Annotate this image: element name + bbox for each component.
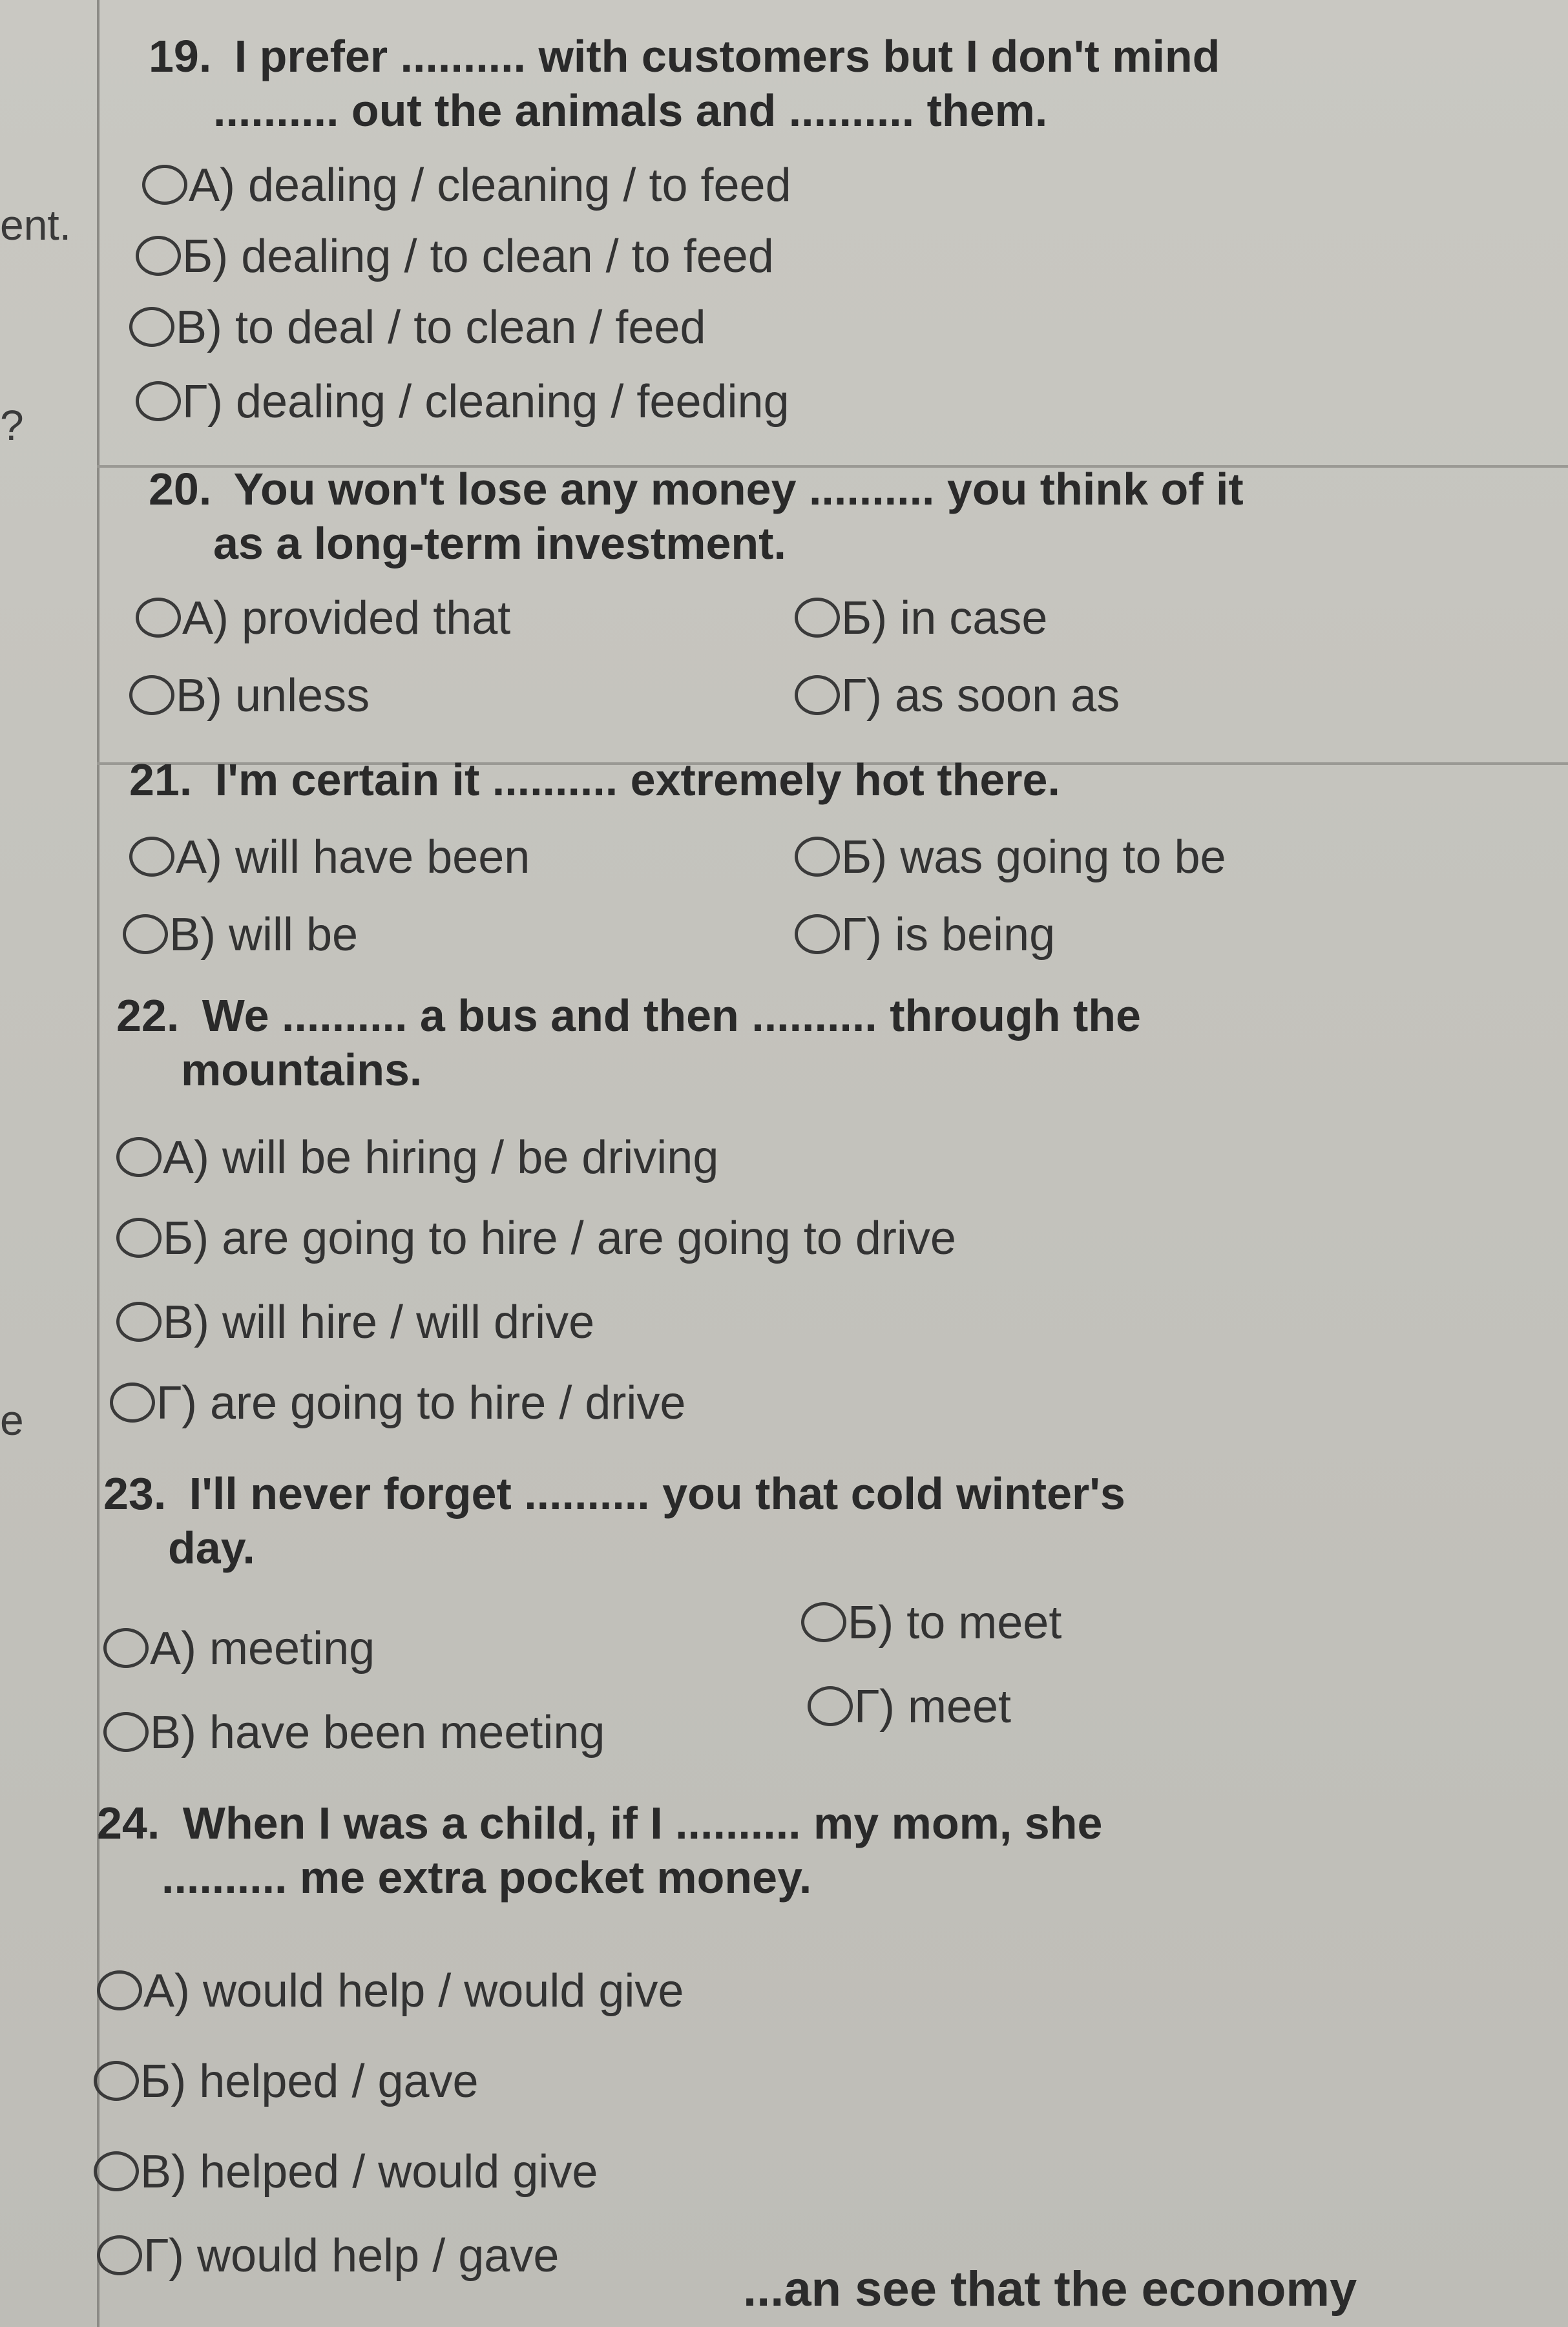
question-20 [149,462,1460,570]
question-number: 22. [116,990,180,1041]
question-24 [97,1796,1408,1904]
question-text: When I was a child, if I .......... my mom, she [182,1798,1103,1848]
option-label: A) dealing / cleaning / to feed [189,160,791,211]
option-label: A) would help / would give [143,1965,684,2017]
option-label: В) to deal / to clean / feed [176,302,706,353]
option-d[interactable] [795,669,1120,723]
option-a[interactable] [142,158,791,213]
option-c[interactable] [103,1706,605,1760]
radio-circle[interactable] [129,837,174,877]
question-23 [103,1466,1415,1575]
radio-circle[interactable] [129,307,174,347]
option-c[interactable] [123,908,358,962]
option-label: Г) as soon as [841,670,1120,722]
option-d[interactable] [808,1680,1011,1734]
radio-circle[interactable] [795,914,840,954]
option-label: В) will hire / will drive [163,1297,595,1348]
radio-circle[interactable] [110,1383,155,1423]
option-label: Г) dealing / cleaning / feeding [182,376,789,428]
question-text: You won't lose any money .......... you think of it [233,464,1244,514]
option-a[interactable] [97,1964,684,2018]
option-d[interactable] [110,1376,685,1430]
radio-circle[interactable] [94,2061,139,2101]
radio-circle[interactable] [795,675,840,715]
question-number: 24. [97,1798,160,1848]
option-label: Б) are going to hire / are going to drive [163,1213,956,1264]
question-text: I prefer .......... with customers but I don't mind [234,31,1220,81]
option-label: В) have been meeting [150,1707,605,1758]
radio-circle[interactable] [116,1137,162,1177]
option-a[interactable] [116,1131,718,1185]
option-c[interactable] [116,1295,594,1350]
option-b[interactable] [136,229,774,284]
option-label: В) unless [176,670,370,722]
radio-circle[interactable] [795,837,840,877]
option-label: Г) would help / gave [143,2230,559,2282]
question-number: 21. [129,755,193,805]
question-text: day. [168,1523,255,1573]
option-c[interactable] [94,2145,598,2199]
radio-circle[interactable] [123,914,168,954]
option-a[interactable] [136,591,510,645]
question-text: I'll never forget .......... you that cold winter's [189,1468,1125,1519]
margin-fragment: e [0,1396,24,1444]
radio-circle[interactable] [795,598,840,638]
option-label: Б) was going to be [841,831,1226,883]
question-text: We .......... a bus and then .......... through the [202,990,1141,1041]
radio-circle[interactable] [129,675,174,715]
cut-off-text: ...an see that the economy [743,2262,1357,2317]
radio-circle[interactable] [116,1302,162,1342]
radio-circle[interactable] [136,598,181,638]
question-text: I'm certain it .......... extremely hot there. [214,755,1060,805]
option-c[interactable] [129,300,706,355]
option-a[interactable] [103,1622,375,1676]
radio-circle[interactable] [94,2151,139,2191]
option-label: Б) dealing / to clean / to feed [182,231,774,282]
option-label: Б) to meet [848,1597,1062,1649]
option-label: Б) helped / gave [140,2056,479,2107]
question-number: 20. [149,464,212,514]
radio-circle[interactable] [103,1712,149,1752]
option-b[interactable] [795,591,1047,645]
option-label: A) meeting [150,1623,375,1675]
margin-fragment: ? [0,401,24,449]
radio-circle[interactable] [116,1218,162,1258]
option-a[interactable] [129,830,530,884]
option-label: В) will be [169,909,359,961]
option-label: В) helped / would give [140,2146,598,2198]
option-b[interactable] [801,1596,1061,1650]
question-22 [116,988,1428,1097]
option-label: A) provided that [182,592,511,644]
radio-circle[interactable] [808,1686,853,1726]
option-b[interactable] [94,2054,479,2109]
option-label: Г) are going to hire / drive [156,1377,686,1429]
question-21 [129,753,1441,807]
question-text: .......... me extra pocket money. [162,1852,812,1903]
radio-circle[interactable] [136,236,181,276]
question-number: 19. [149,31,212,81]
radio-circle[interactable] [136,381,181,421]
option-c[interactable] [129,669,370,723]
question-text: mountains. [181,1045,423,1095]
option-b[interactable] [116,1211,956,1266]
radio-circle[interactable] [142,165,187,205]
option-label: Б) in case [841,592,1048,644]
option-label: Г) meet [854,1681,1012,1733]
question-text: as a long-term investment. [213,518,786,569]
radio-circle[interactable] [97,2235,142,2275]
margin-fragment: ent. [0,201,72,249]
radio-circle[interactable] [801,1602,846,1642]
option-d[interactable] [97,2229,559,2283]
option-b[interactable] [795,830,1226,884]
question-text: .......... out the animals and .......... them. [213,85,1048,136]
question-19 [149,29,1460,138]
option-d[interactable] [136,375,789,429]
radio-circle[interactable] [97,1970,142,2010]
question-number: 23. [103,1468,167,1519]
option-label: A) will have been [176,831,530,883]
option-label: Г) is being [841,909,1056,961]
option-label: A) will be hiring / be driving [163,1132,719,1184]
radio-circle[interactable] [103,1628,149,1668]
option-d[interactable] [795,908,1055,962]
